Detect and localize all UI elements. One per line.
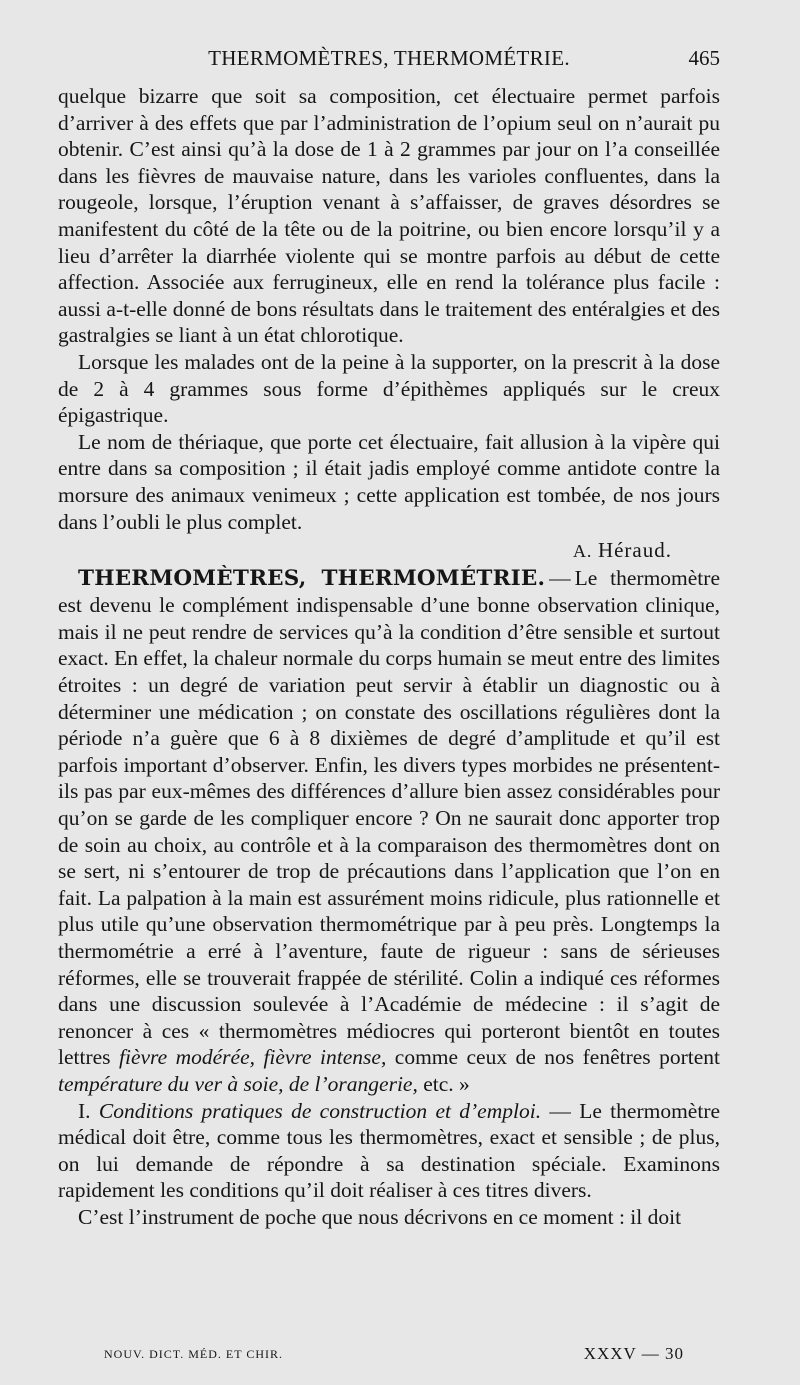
page-footer [104, 1344, 684, 1366]
article-intro [58, 565, 720, 1098]
section-dash: — [549, 1098, 571, 1123]
quote-end: etc. » [423, 1071, 470, 1096]
section-paragraph [58, 1098, 720, 1204]
paragraph: Le nom de thériaque, que porte cet électuaire, fait allusion à la vipère qui entre dans sa composition ; il était jadis employé comme antidote contre la morsure des animaux venimeux ; cette application est tombée, de nos jours dans l’oubli le plus complet. [58, 429, 720, 534]
continued-paragraph: quelque bizarre que soit sa composition, cet électuaire permet parfois d’arriver à des effets que par l’administration de l’opium seul on n’aurait pu obtenir. C’est ainsi qu’à la dose de 1 à 2 grammes par jour on l’a conseillée dans les fièvres de mauvaise nature, dans les varioles confluentes, dans la rougeole, lorsque, l’éruption venant à s’affaisser, de graves désordres se manifestent du côté de la tête ou de la poitrine, ou bien encore lorsqu’il y a lieu d’arrêter la diarrhée violente qui se montre parfois au début de cette affection. Associée aux ferrugineux, elle en rend la tolérance plus facile : aussi a-t-elle donné de bons résultats dans le traitement des entéralgies et des gastralgies se liant à un état chlorotique. [58, 84, 720, 348]
page-number: 465 [688, 46, 720, 70]
quote-mid: comme ceux de nos fenêtres portent [394, 1045, 721, 1070]
quote-italic-2: température du ver à soie, de l’orangerie, [58, 1071, 418, 1096]
headword-dash: — [549, 565, 571, 590]
section-title: Conditions pratiques de construction et d’emploi. [98, 1098, 542, 1123]
quote-italic-1: fièvre modérée, fièvre intense, [119, 1045, 387, 1070]
running-title: THERMOMÈTRES, THERMOMÉTRIE. [208, 46, 570, 70]
author-signature [58, 537, 672, 565]
signature-name: Héraud. [597, 538, 672, 563]
footer-collection: NOUV. DICT. MÉD. ET CHIR. [104, 1347, 284, 1361]
paragraph: C’est l’instrument de poche que nous décrivons en ce moment : il doit [78, 1204, 682, 1229]
footer-signature-mark: XXXV — 30 [583, 1344, 684, 1363]
section-number: I. [78, 1098, 91, 1123]
intro-text: Le thermomètre est devenu le complément indispensable d’une bonne observation clinique, mais il ne peut rendre de services qu’à la condition d’être sensible et surtout exact. En effet, la chaleur normale du corps humain se meut entre des limites étroites : un degré de variation peut servir à établir un diagnostic ou à déterminer une médication ; on constate des oscillations régulières dont la période n’a guère que 6 à 8 dixièmes de degré d’amplitude et qu’il est parfois important d’observer. Enfin, les divers types morbides ne présentent-ils pas par eux-mêmes des différences d’allure bien assez considérables pour qu’on se garde de les compliquer encore ? On ne saurait donc apporter trop de soin au choix, au contrôle et à la comparaison des thermomètres dont on se sert, ni s’entourer de trop de précautions dans l’application que l’on en fait. La palpation à la main est assurément moins ridicule, plus rationnelle et plus utile qu’une observation thermométrique par à peu près. Longtemps la thermométrie a erré à l’aventure, faute de rigueur : sans de sérieuses réformes, elle se trouverait frappée de stérilité. Colin a indiqué ces réformes dans une discussion soulevée à l’Académie de médecine : il s’agit de renoncer à ces « thermomètres médiocres qui porteront bientôt en toutes lettres [58, 565, 720, 1070]
signature-initial: A. [572, 541, 593, 562]
section-text: Le thermomètre médical doit être, comme tous les thermomètres, exact et sensible ; de plus, on lui demande de répondre à sa destination spéciale. Examinons rapidement les conditions qu’il doit réaliser à ces titres divers. [58, 1098, 721, 1203]
page-body [58, 83, 720, 1231]
page-header [58, 44, 720, 76]
paragraph: Lorsque les malades ont de la peine à la supporter, on la prescrit à la dose de 2 à 4 grammes sous forme d’épithèmes appliqués sur le creux épigastrique. [58, 349, 720, 428]
article-headword: THERMOMÈTRES, THERMOMÉTRIE. [78, 565, 546, 591]
